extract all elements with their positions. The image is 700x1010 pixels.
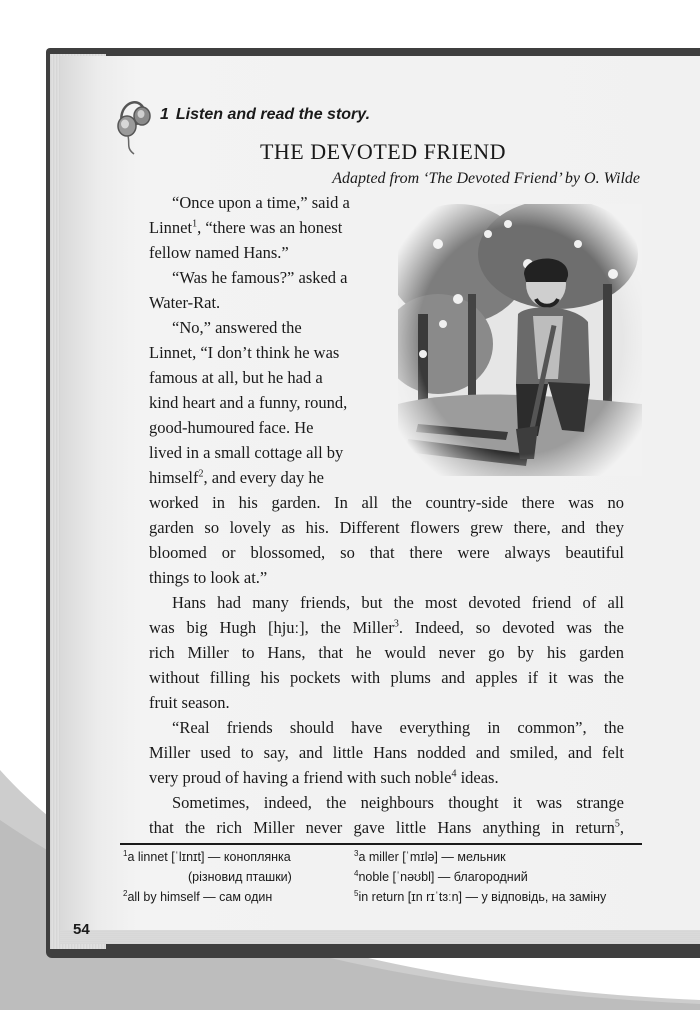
story-line: “Once upon a time,” said a [172,193,350,212]
story-line: fellow named Hans.” [149,243,289,262]
story-line: bloomed or blossomed, so that there were always beautiful [149,543,624,562]
footnote-5: $^5$in return [ɪn rɪˈtɜːn] — у відповідь, на заміну [354,888,607,904]
footnote-mark: 4 [451,768,457,780]
story-line: worked in his garden. In all the country-side there was no [149,493,624,512]
story-line: Linnet$^1$, “there was an honest [149,218,343,237]
story-line: very proud of having a friend with such noble$^4$ ideas. [149,768,499,787]
story-line: good-humoured face. He [149,418,314,437]
story-title: THE DEVOTED FRIEND [259,139,507,164]
story-line: himself$^2$, and every day he [149,468,324,487]
story-subtitle: Adapted from ‘The Devoted Friend’ by O. Wilde [332,170,640,187]
footnote-4: $^4$noble [ˈnəʊbl] — благородний [354,868,528,884]
footnote-2: $^2$all by himself — сам один [123,888,273,904]
story-line: Water-Rat. [149,293,221,312]
story-line: things to look at.” [149,568,268,587]
gardener-hans-digging-icon [398,204,642,476]
footnote-mark: 3 [393,618,399,630]
footnote-1: $^1$a linnet [ˈlɪnɪt] — коноплянка [123,848,291,864]
story-line: Hans had many friends, but the most devoted friend of all [172,593,624,612]
story-line: was big Hugh [hjuː], the Miller$^3$. Indeed, so devoted was the [149,618,624,637]
story-line: that the rich Miller never gave little Hans anything in return$^5$, [149,818,624,837]
task-number: 1 [160,106,169,123]
story-line: Sometimes, indeed, the neighbours thought it was strange [172,793,624,812]
story-line: lived in a small cottage all by [149,443,344,462]
page-bottom-edges [60,930,700,944]
story-line: “Real friends should have everything in common”, the [172,718,624,737]
page-number: 54 [73,921,90,938]
story-line: “No,” answered the [172,318,302,337]
story-line: without filling his pockets with plums and apples if it was the [149,668,624,687]
footnote-mark: 5 [614,818,620,830]
footnote-divider [120,843,642,845]
story-line: Miller used to say, and little Hans nodded and smiled, and felt [149,743,624,762]
footnote-mark: 2 [198,468,204,480]
story-line: garden so lovely as his. Different flowers grew there, and they [149,518,624,537]
story-line: fruit season. [149,693,230,712]
footnote-mark: 1 [192,218,198,230]
footnote-1-continued: (різновид пташки) [188,870,292,884]
story-line: “Was he famous?” asked a [172,268,348,287]
task-text: Listen and read the story. [175,106,371,123]
story-line: famous at all, but he had a [149,368,323,387]
story-line: Linnet, “I don’t think he was [149,343,340,362]
task-instruction [160,106,370,124]
story-line: kind heart and a funny, round, [149,393,348,412]
footnote-3: $^3$a miller [ˈmɪlə] — мельник [354,848,506,864]
story-line: rich Miller to Hans, that he would never go by his garden [149,643,624,662]
